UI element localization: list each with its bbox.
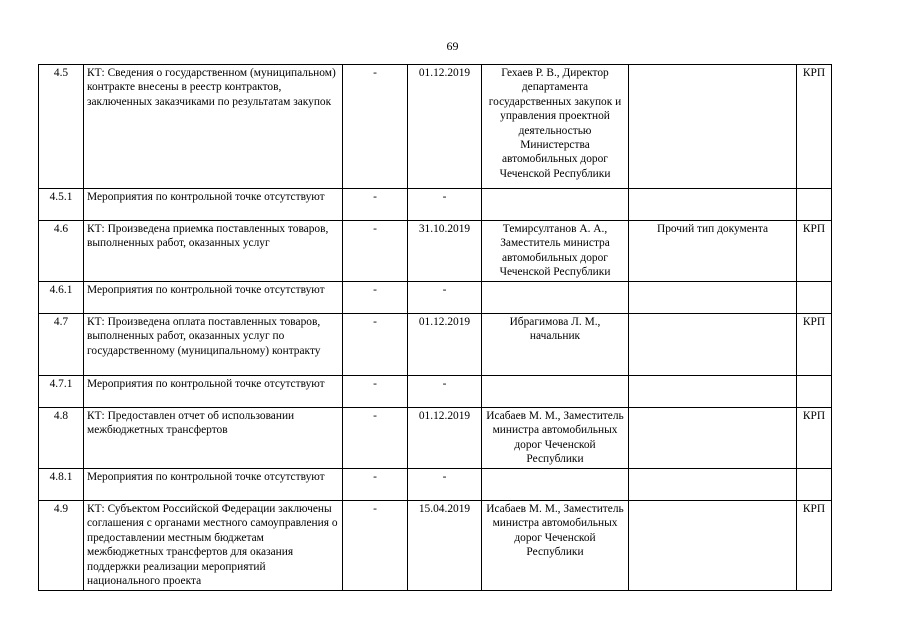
row-level: КРП [797, 408, 832, 469]
row-responsible: Исабаев М. М., Заместитель министра автомобильных дорог Чеченской Республики [482, 408, 629, 469]
row-end-date: 31.10.2019 [408, 221, 482, 282]
row-document [629, 314, 797, 376]
row-name: Мероприятия по контрольной точке отсутствуют [84, 376, 343, 408]
table-row [39, 282, 832, 314]
row-level [797, 376, 832, 408]
row-number: 4.7 [39, 314, 84, 376]
row-number: 4.8 [39, 408, 84, 469]
row-responsible [482, 189, 629, 221]
row-document [629, 376, 797, 408]
row-start: - [343, 189, 408, 221]
row-number: 4.6.1 [39, 282, 84, 314]
row-responsible: Исабаев М. М., Заместитель министра автомобильных дорог Чеченской Республики [482, 501, 629, 591]
row-number: 4.5 [39, 65, 84, 189]
row-responsible: Ибрагимова Л. М., начальник [482, 314, 629, 376]
row-start: - [343, 376, 408, 408]
row-document [629, 469, 797, 501]
row-start: - [343, 408, 408, 469]
table-row [39, 189, 832, 221]
row-document: Прочий тип документа [629, 221, 797, 282]
row-end-date: 01.12.2019 [408, 314, 482, 376]
row-start: - [343, 221, 408, 282]
row-document [629, 282, 797, 314]
row-start: - [343, 65, 408, 189]
row-number: 4.5.1 [39, 189, 84, 221]
row-name: Мероприятия по контрольной точке отсутствуют [84, 189, 343, 221]
row-number: 4.6 [39, 221, 84, 282]
control-points-table [38, 64, 832, 591]
row-name: КТ: Субъектом Российской Федерации заключены соглашения с органами местного самоуправления о предоставлении местным бюджетам межбюджетных трансфертов для оказания поддержки реализации мероприятий национального проекта [84, 501, 343, 591]
row-document [629, 408, 797, 469]
row-end-date: 01.12.2019 [408, 408, 482, 469]
table-row [39, 314, 832, 376]
row-end-date: 15.04.2019 [408, 501, 482, 591]
row-level [797, 469, 832, 501]
row-name: КТ: Предоставлен отчет об использовании межбюджетных трансфертов [84, 408, 343, 469]
row-level [797, 189, 832, 221]
row-responsible [482, 469, 629, 501]
row-responsible: Гехаев Р. В., Директор департамента государственных закупок и управления проектной деятельностью Министерства автомобильных дорог Чеченской Республики [482, 65, 629, 189]
row-name: КТ: Сведения о государственном (муниципальном) контракте внесены в реестр контрактов, заключенных заказчиками по результатам закупок [84, 65, 343, 189]
row-level: КРП [797, 501, 832, 591]
row-level: КРП [797, 314, 832, 376]
row-responsible [482, 282, 629, 314]
row-start: - [343, 282, 408, 314]
row-document [629, 65, 797, 189]
row-responsible: Темирсултанов А. А., Заместитель министра автомобильных дорог Чеченской Республики [482, 221, 629, 282]
row-end-date: - [408, 282, 482, 314]
table-row [39, 469, 832, 501]
row-end-date: - [408, 376, 482, 408]
row-number: 4.8.1 [39, 469, 84, 501]
row-document [629, 501, 797, 591]
row-number: 4.7.1 [39, 376, 84, 408]
row-level: КРП [797, 65, 832, 189]
row-number: 4.9 [39, 501, 84, 591]
row-start: - [343, 469, 408, 501]
page-number: 69 [446, 39, 459, 53]
table-row [39, 221, 832, 282]
row-name: КТ: Произведена приемка поставленных товаров, выполненных работ, оказанных услуг [84, 221, 343, 282]
table-row [39, 376, 832, 408]
row-start: - [343, 501, 408, 591]
row-name: КТ: Произведена оплата поставленных товаров, выполненных работ, оказанных услуг по государственному (муниципальному) контракту [84, 314, 343, 376]
row-end-date: - [408, 469, 482, 501]
row-level [797, 282, 832, 314]
table-row [39, 65, 832, 189]
row-level: КРП [797, 221, 832, 282]
table-row [39, 501, 832, 591]
row-responsible [482, 376, 629, 408]
row-name: Мероприятия по контрольной точке отсутствуют [84, 282, 343, 314]
row-end-date: 01.12.2019 [408, 65, 482, 189]
row-name: Мероприятия по контрольной точке отсутствуют [84, 469, 343, 501]
table-row [39, 408, 832, 469]
row-document [629, 189, 797, 221]
row-start: - [343, 314, 408, 376]
row-end-date: - [408, 189, 482, 221]
